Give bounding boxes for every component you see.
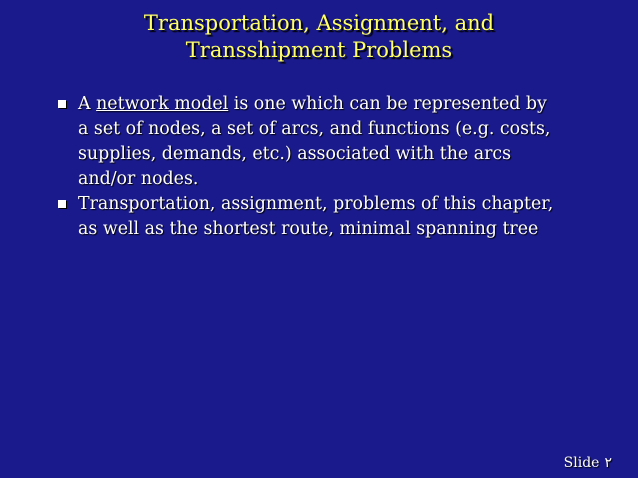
bullet-1-line-1 [78, 92, 603, 117]
bullet-item-2 [58, 192, 603, 242]
bullet-2-line-1: Transportation, assignment, problems of this chapter, [78, 194, 554, 214]
bullet-1-line-1-prefix: A [78, 94, 97, 114]
slide-footer [564, 454, 612, 472]
square-bullet-icon [58, 100, 66, 108]
slide-title-line-1: Transportation, Assignment, and [143, 11, 495, 35]
slide-number: ٢ [604, 455, 612, 471]
slide-body [58, 92, 603, 242]
bullet-1-line-1-suffix: is one which can be represented by [228, 94, 547, 114]
bullet-item-1 [58, 92, 603, 192]
bullet-1-line-2: a set of nodes, a set of arcs, and functions (e.g. costs, [78, 119, 551, 139]
slide-title [0, 10, 638, 64]
slide-title-line-2: Transshipment Problems [185, 38, 453, 62]
bullet-1-line-4: and/or nodes. [78, 169, 199, 189]
square-bullet-icon [58, 200, 66, 208]
bullet-2-line-2: as well as the shortest route, minimal spanning tree [78, 219, 539, 239]
slide-label: Slide [563, 455, 600, 471]
network-model-term: network model [96, 94, 229, 114]
bullet-1-line-3: supplies, demands, etc.) associated with the arcs [78, 144, 512, 164]
